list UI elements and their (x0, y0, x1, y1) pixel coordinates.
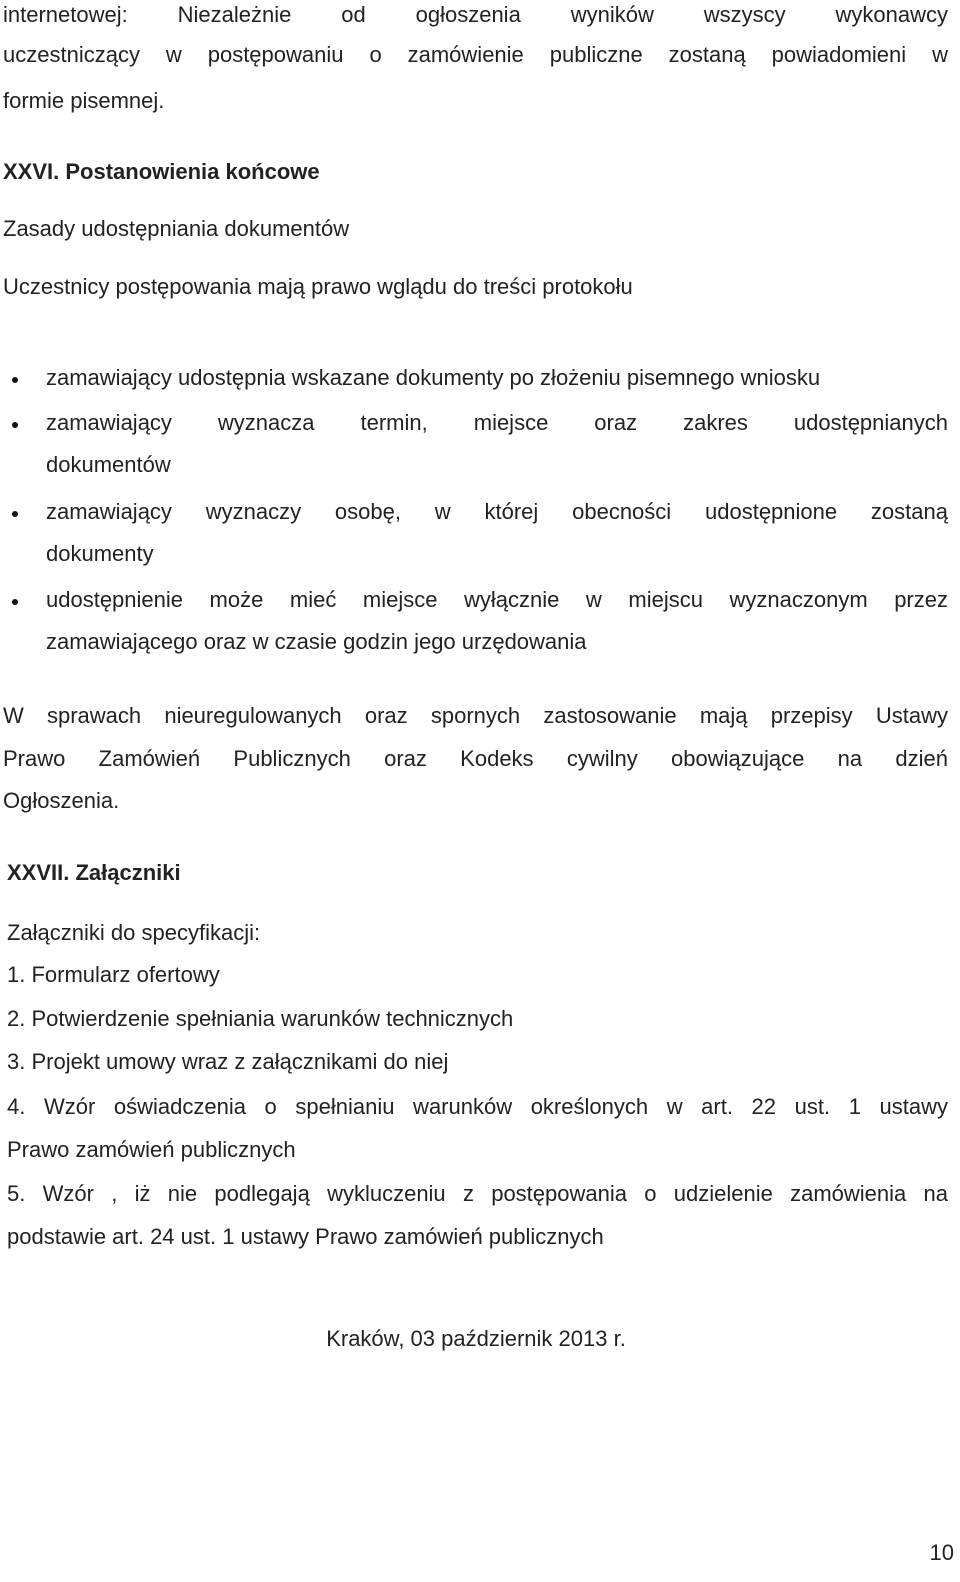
section-26-rights: Uczestnicy postępowania mają prawo wglądu do treści protokołu (3, 274, 633, 299)
attachment-item-5-line-2: podstawie art. 24 ust. 1 ustawy Prawo zamówień publicznych (7, 1224, 604, 1249)
attachment-item-5-line-1: 5. Wzór , iż nie podlegają wykluczeniu z postępowania o udzielenie zamówienia na (7, 1181, 948, 1206)
section-26-heading: XXVI. Postanowienia końcowe (3, 159, 320, 184)
closing-para-line-3: Ogłoszenia. (3, 788, 120, 813)
closing-para-line-2: Prawo Zamówień Publicznych oraz Kodeks cywilny obowiązujące na dzień (3, 746, 948, 771)
bullet-dot (12, 511, 18, 517)
page-number: 10 (929, 1540, 954, 1565)
bullet-3-line-2: dokumenty (46, 541, 154, 566)
section-26-subheading: Zasady udostępniania dokumentów (3, 216, 350, 241)
bullet-2-line-1: zamawiający wyznacza termin, miejsce oraz zakres udostępnianych (46, 410, 948, 435)
attachment-item-4-line-1: 4. Wzór oświadczenia o spełnianiu warunków określonych w art. 22 ust. 1 ustawy (7, 1094, 948, 1119)
bullet-1-line-1: zamawiający udostępnia wskazane dokumenty po złożeniu pisemnego wniosku (46, 365, 821, 390)
closing-para-line-1: W sprawach nieuregulowanych oraz spornych zastosowanie mają przepisy Ustawy (3, 703, 948, 728)
intro-line-2: uczestniczący w postępowaniu o zamówienie publiczne zostaną powiadomieni w (3, 42, 948, 67)
bullet-dot (12, 599, 18, 605)
attachments-intro: Załączniki do specyfikacji: (7, 920, 261, 945)
bullet-dot (12, 377, 18, 383)
bullet-dot (12, 422, 18, 428)
attachment-item-1: 1. Formularz ofertowy (7, 962, 220, 987)
bullet-4-line-1: udostępnienie może mieć miejsce wyłącznie w miejscu wyznaczonym przez (46, 587, 948, 612)
bullet-4-line-2: zamawiającego oraz w czasie godzin jego urzędowania (46, 629, 587, 654)
attachment-item-3: 3. Projekt umowy wraz z załącznikami do niej (7, 1049, 449, 1074)
attachment-item-4-line-2: Prawo zamówień publicznych (7, 1137, 296, 1162)
attachment-item-2: 2. Potwierdzenie spełniania warunków technicznych (7, 1006, 514, 1031)
intro-line-3: formie pisemnej. (3, 88, 165, 113)
place-date: Kraków, 03 październik 2013 r. (326, 1326, 626, 1351)
intro-line-1: internetowej: Niezależnie od ogłoszenia wyników wszyscy wykonawcy (3, 2, 948, 27)
bullet-3-line-1: zamawiający wyznaczy osobę, w której obecności udostępnione zostaną (46, 499, 948, 524)
section-27-heading: XXVII. Załączniki (7, 860, 181, 885)
bullet-2-line-2: dokumentów (46, 452, 171, 477)
